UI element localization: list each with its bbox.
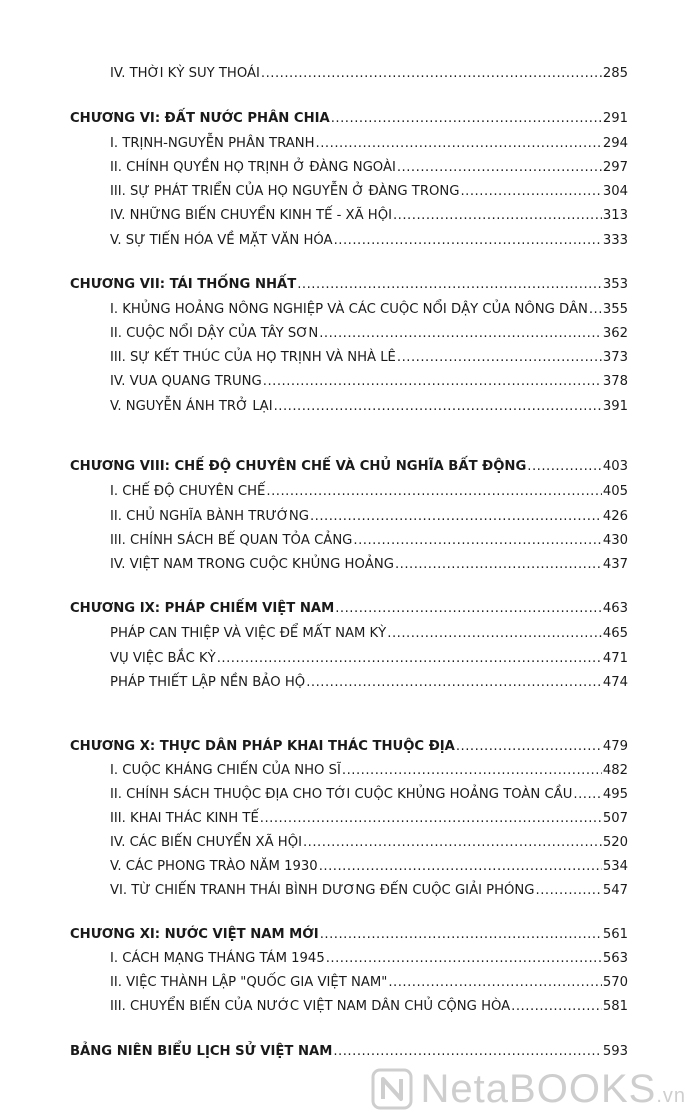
toc-page-number: 391 (602, 399, 628, 414)
dot-leader (316, 136, 602, 152)
toc-page-number: 378 (602, 374, 628, 389)
toc-chapter-entry (70, 459, 628, 475)
dot-leader (217, 651, 602, 667)
toc-section-entry (110, 787, 628, 803)
dot-leader (353, 533, 601, 549)
toc-page-number: 479 (602, 739, 628, 754)
dot-leader (335, 601, 602, 617)
toc-entry-title: V. SỰ TIẾN HÓA VỀ MẶT VĂN HÓA (110, 233, 333, 248)
toc-page-number: 313 (602, 208, 628, 223)
dot-leader (319, 859, 602, 875)
toc-entry-title: I. CÁCH MẠNG THÁNG TÁM 1945 (110, 951, 325, 966)
toc-page-number: 520 (602, 835, 628, 850)
toc-page-number: 355 (602, 302, 628, 317)
toc-page-number: 297 (602, 160, 628, 175)
toc-section-entry (110, 233, 628, 249)
toc-entry-title: VỤ VIỆC BẮC KỲ (110, 651, 216, 666)
toc-page-number: 471 (602, 651, 628, 666)
toc-entry-title: III. SỰ PHÁT TRIỂN CỦA HỌ NGUYỄN Ở ĐÀNG TRONG (110, 184, 460, 199)
toc-page-number: 547 (602, 883, 628, 898)
toc-entry-title: IV. VUA QUANG TRUNG (110, 374, 262, 389)
watermark-brand: NetaBOOKS (420, 1066, 657, 1111)
dot-leader (274, 399, 602, 415)
toc-section-entry (110, 509, 628, 525)
dot-leader (303, 835, 602, 851)
toc-section-entry (110, 835, 628, 851)
toc-chapter-entry (70, 277, 628, 293)
toc-page-number: 482 (602, 763, 628, 778)
toc-page-number: 373 (602, 350, 628, 365)
toc-entry-title: II. CHỦ NGHĨA BÀNH TRƯỚNG (110, 509, 309, 524)
toc-page-number: 463 (602, 601, 628, 616)
toc-section-entry (110, 651, 628, 667)
toc-page-number: 581 (602, 999, 628, 1014)
toc-page-number: 474 (602, 675, 628, 690)
dot-leader (397, 160, 602, 176)
toc-section-entry (110, 811, 628, 827)
toc-section-entry (110, 626, 628, 642)
dot-leader (320, 927, 602, 943)
toc-entry-title: IV. THỜI KỲ SUY THOÁI (110, 66, 260, 81)
toc-entry-title: IV. CÁC BIẾN CHUYỂN XÃ HỘI (110, 835, 302, 850)
toc-page-number: 405 (602, 484, 628, 499)
toc-section-entry (110, 975, 628, 991)
toc-page-number: 291 (602, 111, 628, 126)
netabooks-n-logo-icon (369, 1066, 415, 1112)
toc-entry-title: I. KHỦNG HOẢNG NÔNG NGHIỆP VÀ CÁC CUỘC NỔI DẬY CỦA NÔNG DÂN (110, 302, 588, 317)
toc-page-number: 465 (602, 626, 628, 641)
toc-section-entry (110, 859, 628, 875)
toc-page-number: 507 (602, 811, 628, 826)
toc-page-number: 362 (602, 326, 628, 341)
toc-chapter-entry (70, 111, 628, 127)
toc-section-entry (110, 208, 628, 224)
dot-leader (589, 302, 602, 318)
toc-entry-title: V. NGUYỄN ÁNH TRỞ LẠI (110, 399, 273, 414)
toc-entry-title: III. SỰ KẾT THÚC CỦA HỌ TRỊNH VÀ NHÀ LÊ (110, 350, 396, 365)
dot-leader (460, 184, 601, 200)
toc-section-entry (110, 557, 628, 573)
toc-section-entry (110, 184, 628, 200)
toc-section-entry (110, 374, 628, 390)
dot-leader (263, 374, 602, 390)
toc-page-number: 495 (602, 787, 628, 802)
toc-entry-title: PHÁP THIẾT LẬP NỀN BẢO HỘ (110, 675, 306, 690)
toc-entry-title: I. TRỊNH-NGUYỄN PHÂN TRANH (110, 136, 315, 151)
dot-leader (297, 277, 602, 293)
toc-chapter-entry (70, 1044, 628, 1060)
toc-page-number: 403 (602, 459, 628, 474)
toc-entry-title: BẢNG NIÊN BIỂU LỊCH SỬ VIỆT NAM (70, 1044, 333, 1059)
dot-leader (331, 111, 602, 127)
toc-section-entry (110, 763, 628, 779)
toc-entry-title: CHƯƠNG IX: PHÁP CHIẾM VIỆT NAM (70, 601, 335, 616)
toc-entry-title: I. CUỘC KHÁNG CHIẾN CỦA NHO SĨ (110, 763, 341, 778)
toc-section-entry (110, 883, 628, 899)
toc-entry-title: CHƯƠNG VIII: CHẾ ĐỘ CHUYÊN CHẾ VÀ CHỦ NGHĨA BẤT ĐỘNG (70, 459, 527, 474)
dot-leader (395, 557, 602, 573)
toc-entry-title: V. CÁC PHONG TRÀO NĂM 1930 (110, 859, 318, 874)
toc-section-entry (110, 350, 628, 366)
dot-leader (573, 787, 601, 803)
toc-page-number: 437 (602, 557, 628, 572)
toc-section-entry (110, 399, 628, 415)
toc-section-entry (110, 533, 628, 549)
watermark-suffix: .vn (656, 1084, 686, 1107)
toc-chapter-entry (70, 601, 628, 617)
toc-entry-title: II. CHÍNH QUYỀN HỌ TRỊNH Ở ĐÀNG NGOÀI (110, 160, 396, 175)
toc-section-entry (110, 136, 628, 152)
watermark-text (421, 1067, 686, 1112)
dot-leader (306, 675, 602, 691)
toc-entry-title: CHƯƠNG VII: TÁI THỐNG NHẤT (70, 277, 297, 292)
netabooks-watermark (369, 1066, 686, 1112)
toc-page-number: 294 (602, 136, 628, 151)
toc-entry-title: II. VIỆC THÀNH LẬP "QUỐC GIA VIỆT NAM" (110, 975, 388, 990)
dot-leader (536, 883, 602, 899)
toc-page-number: 430 (602, 533, 628, 548)
toc-page-number: 333 (602, 233, 628, 248)
dot-leader (527, 459, 602, 475)
toc-section-entry (110, 484, 628, 500)
dot-leader (393, 208, 602, 224)
toc-entry-title: III. KHAI THÁC KINH TẾ (110, 811, 259, 826)
toc-entry-title: II. CUỘC NỔI DẬY CỦA TÂY SƠN (110, 326, 319, 341)
dot-leader (397, 350, 602, 366)
toc-page-number: 353 (602, 277, 628, 292)
toc-section-entry (110, 326, 628, 342)
dot-leader (310, 509, 602, 525)
toc-entry-title: VI. TỪ CHIẾN TRANH THÁI BÌNH DƯƠNG ĐẾN CUỘC GIẢI PHÓNG (110, 883, 535, 898)
dot-leader (387, 626, 602, 642)
dot-leader (456, 739, 602, 755)
toc-page-number: 534 (602, 859, 628, 874)
toc-section-entry (110, 160, 628, 176)
toc-section-entry (110, 302, 628, 318)
toc-entry-title: III. CHUYỂN BIẾN CỦA NƯỚC VIỆT NAM DÂN CHỦ CỘNG HÒA (110, 999, 511, 1014)
dot-leader (511, 999, 602, 1015)
toc-entry-title: CHƯƠNG XI: NƯỚC VIỆT NAM MỚI (70, 927, 319, 942)
dot-leader (319, 326, 602, 342)
dot-leader (326, 951, 602, 967)
toc-entry-title: I. CHẾ ĐỘ CHUYÊN CHẾ (110, 484, 266, 499)
toc-page-number: 563 (602, 951, 628, 966)
toc-chapter-entry (70, 739, 628, 755)
dot-leader (261, 66, 602, 82)
dot-leader (260, 811, 602, 827)
toc-chapter-entry (70, 927, 628, 943)
toc-section-entry (110, 999, 628, 1015)
toc-page-number: 285 (602, 66, 628, 81)
dot-leader (388, 975, 602, 991)
toc-page-number: 561 (602, 927, 628, 942)
dot-leader (334, 233, 602, 249)
dot-leader (266, 484, 601, 500)
dot-leader (333, 1044, 601, 1060)
toc-entry-title: II. CHÍNH SÁCH THUỘC ĐỊA CHO TỚI CUỘC KHỦNG HOẢNG TOÀN CẦU (110, 787, 573, 802)
toc-entry-title: III. CHÍNH SÁCH BẾ QUAN TỎA CẢNG (110, 533, 353, 548)
toc-section-entry (110, 66, 628, 82)
dot-leader (342, 763, 602, 779)
toc-entry-title: PHÁP CAN THIỆP VÀ VIỆC ĐỂ MẤT NAM KỲ (110, 626, 387, 641)
toc-page-number: 426 (602, 509, 628, 524)
toc-entry-title: IV. VIỆT NAM TRONG CUỘC KHỦNG HOẢNG (110, 557, 394, 572)
toc-entry-title: CHƯƠNG VI: ĐẤT NƯỚC PHÂN CHIA (70, 111, 330, 126)
toc-page-number: 593 (602, 1044, 628, 1059)
toc-entry-title: CHƯƠNG X: THỰC DÂN PHÁP KHAI THÁC THUỘC ĐỊA (70, 739, 455, 754)
toc-page-number: 570 (602, 975, 628, 990)
toc-entry-title: IV. NHỮNG BIẾN CHUYỂN KINH TẾ - XÃ HỘI (110, 208, 392, 223)
toc-section-entry (110, 675, 628, 691)
toc-section-entry (110, 951, 628, 967)
toc-page-number: 304 (602, 184, 628, 199)
